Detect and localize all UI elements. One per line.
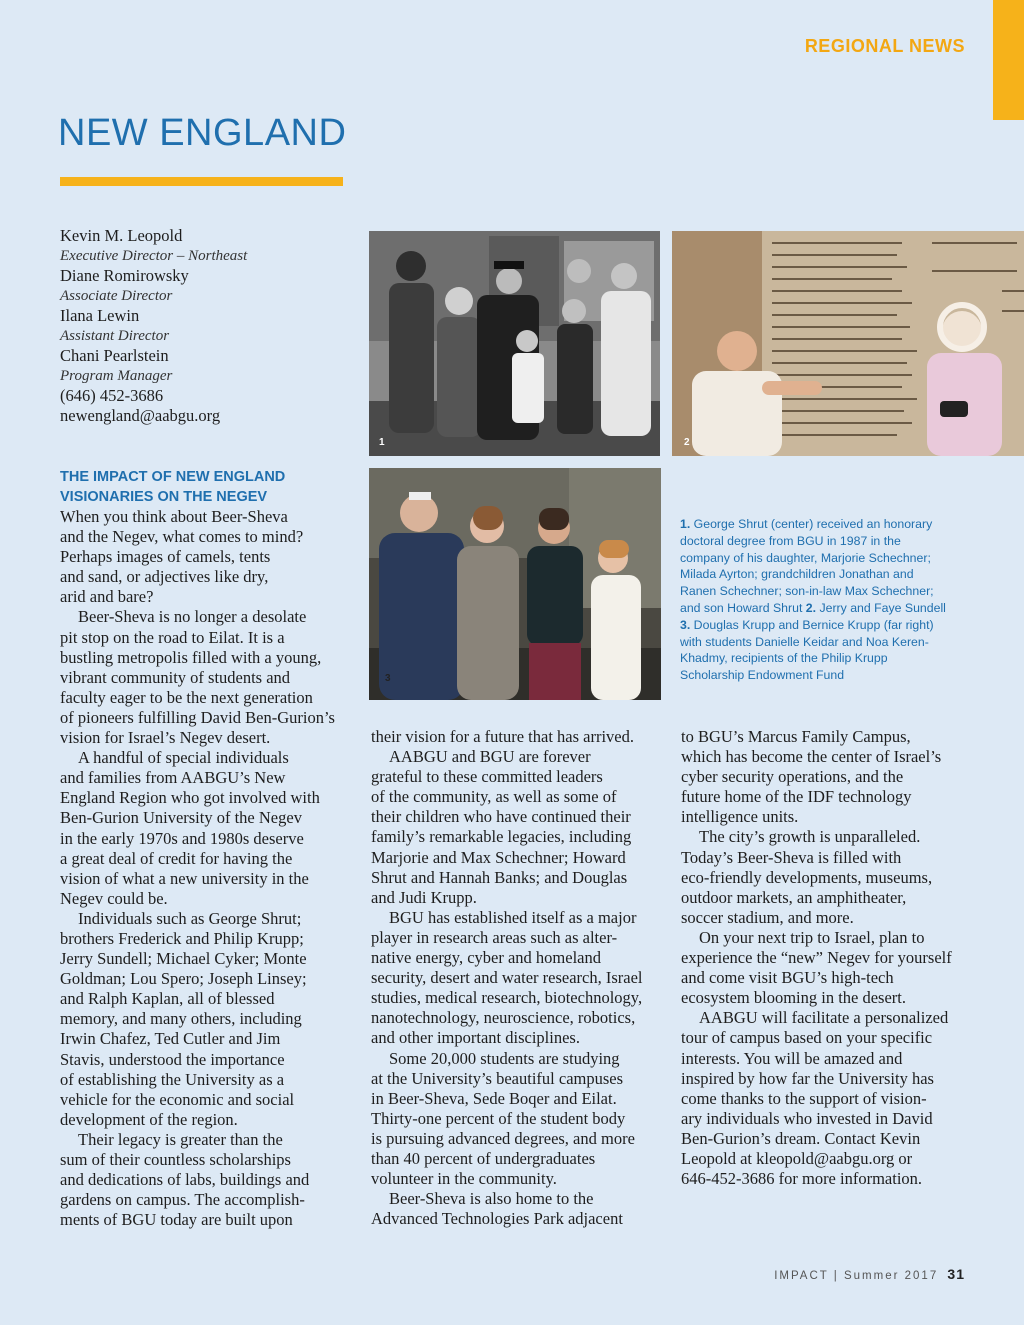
staff-name: Ilana Lewin <box>60 306 140 325</box>
article-text-line: their children who have continued their <box>371 807 631 827</box>
photo-number: 2 <box>684 437 690 448</box>
article-text-line: Individuals such as George Shrut; <box>78 908 302 928</box>
article-column-1 <box>60 507 350 1230</box>
caption-text: Jerry and Faye Sundell <box>816 600 946 615</box>
contact-phone: (646) 452-3686 <box>60 386 164 405</box>
article-text-line: vehicle for the economic and social <box>60 1089 295 1109</box>
caption-line <box>680 634 980 651</box>
article-text-line: experience the “new” Negev for yourself <box>681 948 952 968</box>
contact-email[interactable]: newengland@aabgu.org <box>60 406 221 425</box>
article-text-line: Stavis, understood the importance <box>60 1049 285 1069</box>
article-text-line: interests. You will be amazed and <box>681 1048 903 1068</box>
caption-line <box>680 617 980 634</box>
article-text-line: brothers Frederick and Philip Krupp; <box>60 928 304 948</box>
article-text-line: and Ralph Kaplan, all of blessed <box>60 989 275 1009</box>
article-text-line: which has become the center of Israel’s <box>681 747 942 767</box>
article-text-line: and come visit BGU’s high-tech <box>681 968 894 988</box>
article-text-line: A handful of special individuals <box>78 748 289 768</box>
article-text-line: than 40 percent of undergraduates <box>371 1148 596 1168</box>
article-text-line: and Judi Krupp. <box>371 887 477 907</box>
article-text-line: Goldman; Lou Spero; Joseph Linsey; <box>60 969 307 989</box>
article-heading <box>60 467 360 507</box>
article-text-line: of pioneers fulfilling David Ben-Gurion’s <box>60 707 335 727</box>
article-text-line: England Region who got involved with <box>60 788 320 808</box>
article-text-line: player in research areas such as alter- <box>371 927 618 947</box>
article-text-line: studies, medical research, biotechnology, <box>371 988 643 1008</box>
caption-text: Douglas Krupp and Bernice Krupp (far right) <box>690 617 934 632</box>
photo-donor-wall <box>672 231 1024 456</box>
staff-role: Assistant Director <box>60 328 170 344</box>
caption-line <box>680 533 980 550</box>
article-text-line: AABGU and BGU are forever <box>389 747 591 767</box>
article-text-line: a great deal of credit for having the <box>60 848 293 868</box>
caption-line <box>680 600 980 617</box>
article-text-line: ecosystem blooming in the desert. <box>681 988 906 1008</box>
staff-name: Chani Pearlstein <box>60 346 169 365</box>
caption-text: Khadmy, recipients of the Philip Krupp <box>680 651 888 666</box>
caption-number: 2. <box>805 600 817 615</box>
article-text-line: in the early 1970s and 1980s deserve <box>60 828 304 848</box>
article-text-line: memory, and many others, including <box>60 1009 302 1029</box>
caption-line <box>680 516 980 533</box>
article-text-line: intelligence units. <box>681 807 799 827</box>
article-text-line: future home of the IDF technology <box>681 787 912 807</box>
article-column-2 <box>371 727 661 1229</box>
article-text-line: of the community, as well as some of <box>371 787 617 807</box>
article-text-line: soccer stadium, and more. <box>681 907 854 927</box>
article-text-line: development of the region. <box>60 1109 238 1129</box>
article-text-line: Thirty-one percent of the student body <box>371 1108 626 1128</box>
article-text-line: faculty eager to be the next generation <box>60 687 313 707</box>
article-text-line: Ben-Gurion’s dream. Contact Kevin <box>681 1128 921 1148</box>
article-text-line: Their legacy is greater than the <box>78 1129 283 1149</box>
staff-role: Associate Director <box>60 288 173 304</box>
article-text-line: BGU has established itself as a major <box>389 907 637 927</box>
article-text-line: On your next trip to Israel, plan to <box>699 927 925 947</box>
caption-text: with students Danielle Keidar and Noa Keren- <box>680 634 929 649</box>
article-text-line: at the University’s beautiful campuses <box>371 1068 624 1088</box>
article-text-line: Today’s Beer-Sheva is filled with <box>681 847 902 867</box>
article-text-line: When you think about Beer-Sheva <box>60 507 288 526</box>
article-text-line: sum of their countless scholarships <box>60 1150 291 1169</box>
page-number: 31 <box>947 1266 965 1282</box>
article-text-line: nanotechnology, neuroscience, robotics, <box>371 1008 636 1028</box>
page-footer <box>720 1266 965 1282</box>
article-text-line: outdoor markets, an amphitheater, <box>681 887 907 907</box>
publication-label: IMPACT | Summer 2017 <box>774 1270 939 1282</box>
caption-line <box>680 667 980 684</box>
article-text-line: and other important disciplines. <box>371 1028 580 1048</box>
caption-text: doctoral degree from BGU in 1987 in the <box>680 533 901 548</box>
caption-number: 3. <box>680 617 691 632</box>
article-text-line: Irwin Chafez, Ted Cutler and Jim <box>60 1029 281 1049</box>
photo-number: 1 <box>379 437 385 448</box>
article-text-line: gardens on campus. The accomplish- <box>60 1190 305 1210</box>
article-text-line: grateful to these committed leaders <box>371 767 603 787</box>
article-text-line: pit stop on the road to Eilat. It is a <box>60 627 285 647</box>
article-column-3 <box>681 727 971 1189</box>
caption-line <box>680 566 980 583</box>
caption-number: 1. <box>680 517 691 531</box>
article-text-line: to BGU’s Marcus Family Campus, <box>681 727 911 746</box>
article-text-line: tour of campus based on your specific <box>681 1028 933 1048</box>
article-text-line: arid and bare? <box>60 587 154 607</box>
article-text-line: Negev could be. <box>60 888 168 908</box>
article-text-line: native energy, cyber and homeland <box>371 948 601 968</box>
page-title: NEW ENGLAND <box>58 112 347 154</box>
caption-text: Milada Ayrton; grandchildren Jonathan and <box>680 567 914 582</box>
article-text-line: Leopold at kleopold@aabgu.org or <box>681 1148 913 1168</box>
article-text-line: security, desert and water research, Israel <box>371 968 643 988</box>
title-underline <box>60 177 343 186</box>
article-text-line: vibrant community of students and <box>60 667 291 687</box>
article-text-line: cyber security operations, and the <box>681 767 904 787</box>
caption-text: and son Howard Shrut <box>680 600 803 615</box>
article-text-line: AABGU will facilitate a personalized <box>699 1008 949 1028</box>
photo-krupp-students <box>369 468 661 700</box>
caption-text: George Shrut (center) received an honorary <box>690 517 933 531</box>
article-text-line: ary individuals who invested in David <box>681 1108 933 1128</box>
article-text-line: Some 20,000 students are studying <box>389 1048 620 1068</box>
article-text-line: Jerry Sundell; Michael Cyker; Monte <box>60 949 307 969</box>
article-text-line: family’s remarkable legacies, including <box>371 827 632 847</box>
article-text-line: Ben-Gurion University of the Negev <box>60 808 302 828</box>
article-text-line: The city’s growth is unparalleled. <box>699 827 921 847</box>
article-text-line: is pursuing advanced degrees, and more <box>371 1128 635 1148</box>
caption-line <box>680 550 980 567</box>
article-text-line: Beer-Sheva is no longer a desolate <box>78 607 307 627</box>
photo-graduation-group <box>369 231 660 456</box>
article-text-line: eco-friendly developments, museums, <box>681 867 933 887</box>
article-text-line: their vision for a future that has arrived. <box>371 727 634 746</box>
staff-name: Diane Romirowsky <box>60 266 189 285</box>
article-text-line: and dedications of labs, buildings and <box>60 1170 310 1190</box>
section-label: REGIONAL NEWS <box>804 36 965 56</box>
article-text-line: Beer-Sheva is also home to the <box>389 1189 594 1209</box>
article-text-line: Marjorie and Max Schechner; Howard <box>371 847 626 867</box>
article-text-line: Advanced Technologies Park adjacent <box>371 1209 623 1229</box>
article-text-line: vision for Israel’s Negev desert. <box>60 728 271 748</box>
staff-role: Program Manager <box>60 368 173 384</box>
article-text-line: and the Negev, what comes to mind? <box>60 527 304 547</box>
article-text-line: Shrut and Hannah Banks; and Douglas <box>371 867 628 887</box>
staff-directory <box>60 226 360 426</box>
article-text-line: of establishing the University as a <box>60 1069 285 1089</box>
caption-line <box>680 650 980 667</box>
caption-line <box>680 583 980 600</box>
article-text-line: inspired by how far the University has <box>681 1068 934 1088</box>
staff-name: Kevin M. Leopold <box>60 226 183 245</box>
photo-captions <box>680 516 980 684</box>
article-text-line: 646-452-3686 for more information. <box>681 1169 923 1189</box>
caption-text: Scholarship Endowment Fund <box>680 668 845 683</box>
article-heading-line: THE IMPACT OF NEW ENGLAND <box>60 469 286 485</box>
article-text-line: vision of what a new university in the <box>60 868 309 888</box>
article-heading-line: VISIONARIES ON THE NEGEV <box>60 489 268 505</box>
article-text-line: and families from AABGU’s New <box>60 768 286 788</box>
article-text-line: volunteer in the community. <box>371 1169 557 1189</box>
article-text-line: bustling metropolis filled with a young, <box>60 647 322 667</box>
article-text-line: come thanks to the support of vision- <box>681 1088 927 1108</box>
photo-number: 3 <box>385 673 391 684</box>
article-text-line: and sand, or adjectives like dry, <box>60 567 269 587</box>
caption-text: company of his daughter, Marjorie Schechner; <box>680 550 931 565</box>
article-text-line: Perhaps images of camels, tents <box>60 547 271 567</box>
staff-role: Executive Director – Northeast <box>60 248 248 264</box>
article-text-line: in Beer-Sheva, Sede Boqer and Eilat. <box>371 1088 617 1108</box>
article-text-line: ments of BGU today are built upon <box>60 1210 293 1230</box>
caption-text: Ranen Schechner; son-in-law Max Schechner; <box>680 584 934 599</box>
section-tab <box>993 0 1024 120</box>
